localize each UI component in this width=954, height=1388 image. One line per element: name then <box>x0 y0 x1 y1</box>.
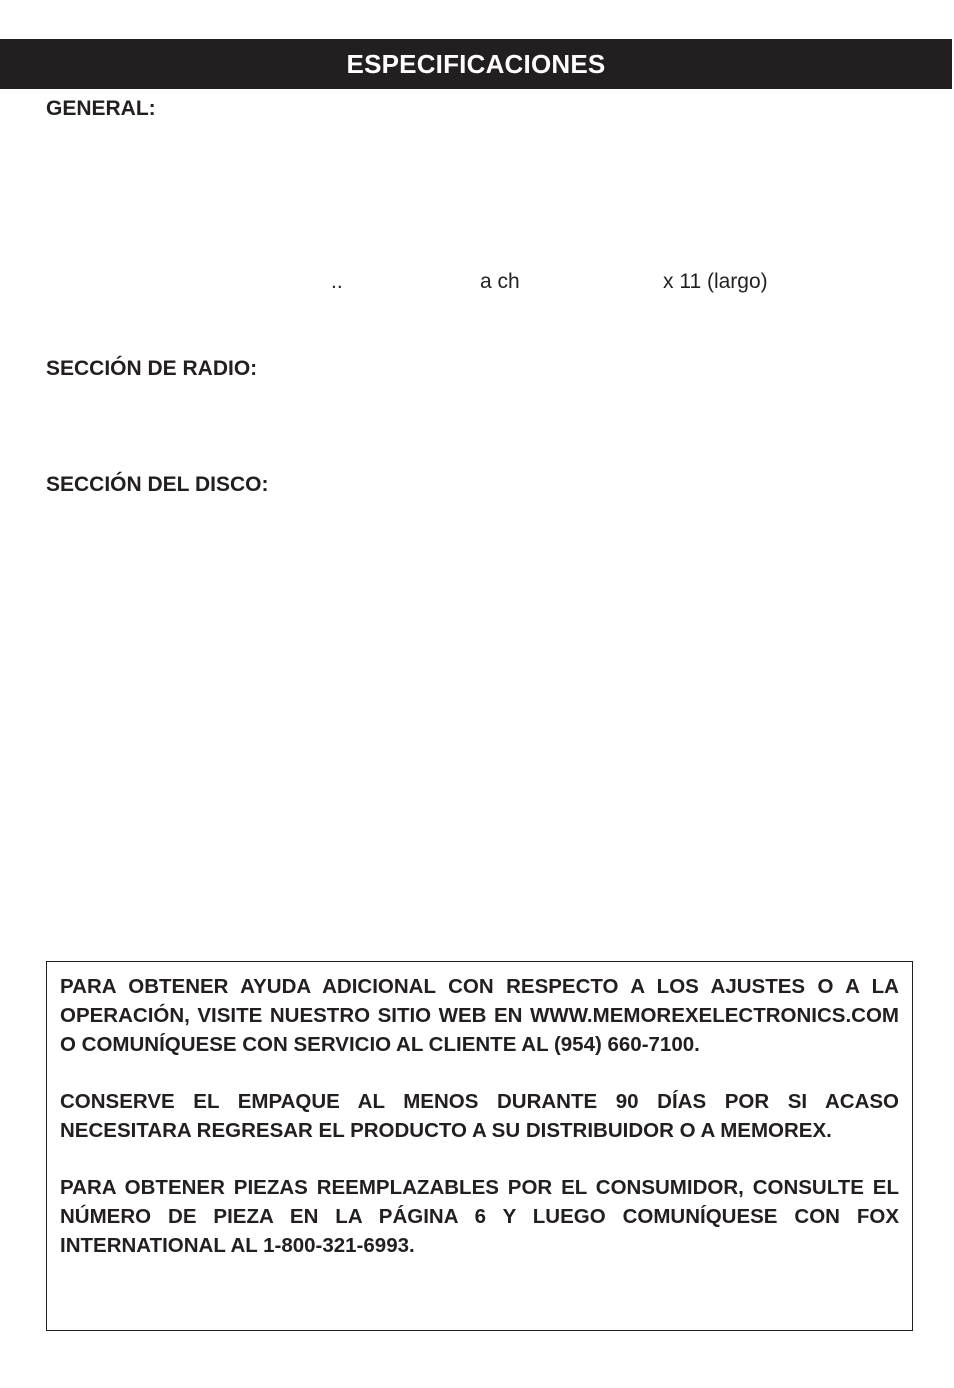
support-notice-box <box>46 961 913 1331</box>
section-heading-general: GENERAL: <box>46 97 156 120</box>
spec-fragment-dots: .. <box>331 270 343 293</box>
notice-paragraph-help: PARA OBTENER AYUDA ADICIONAL CON RESPECTO A LOS AJUSTES O A LA OPERACIÓN, VISITE NUESTRO SITIO WEB EN WWW.MEMOREXELECTRONICS.COM O COMUNÍQUESE CON SERVICIO AL CLIENTE AL (954) 660-7100. <box>60 975 899 1056</box>
page-title: ESPECIFICACIONES <box>0 39 952 89</box>
section-heading-disc: SECCIÓN DEL DISCO: <box>46 473 269 496</box>
spec-fragment-ancho: a ch <box>480 270 520 293</box>
notice-paragraph-packaging: CONSERVE EL EMPAQUE AL MENOS DURANTE 90 DÍAS POR SI ACASO NECESITARA REGRESAR EL PRODUCTO A SU DISTRIBUIDOR O A MEMOREX. <box>60 1090 899 1142</box>
section-heading-radio: SECCIÓN DE RADIO: <box>46 357 258 380</box>
notice-paragraph-parts: PARA OBTENER PIEZAS REEMPLAZABLES POR EL CONSUMIDOR, CONSULTE EL NÚMERO DE PIEZA EN LA PÁGINA 6 Y LUEGO COMUNÍQUESE CON FOX INTERNATIONAL AL 1-800-321-6993. <box>60 1176 899 1257</box>
spec-fragment-largo: x 11 (largo) <box>663 270 768 293</box>
